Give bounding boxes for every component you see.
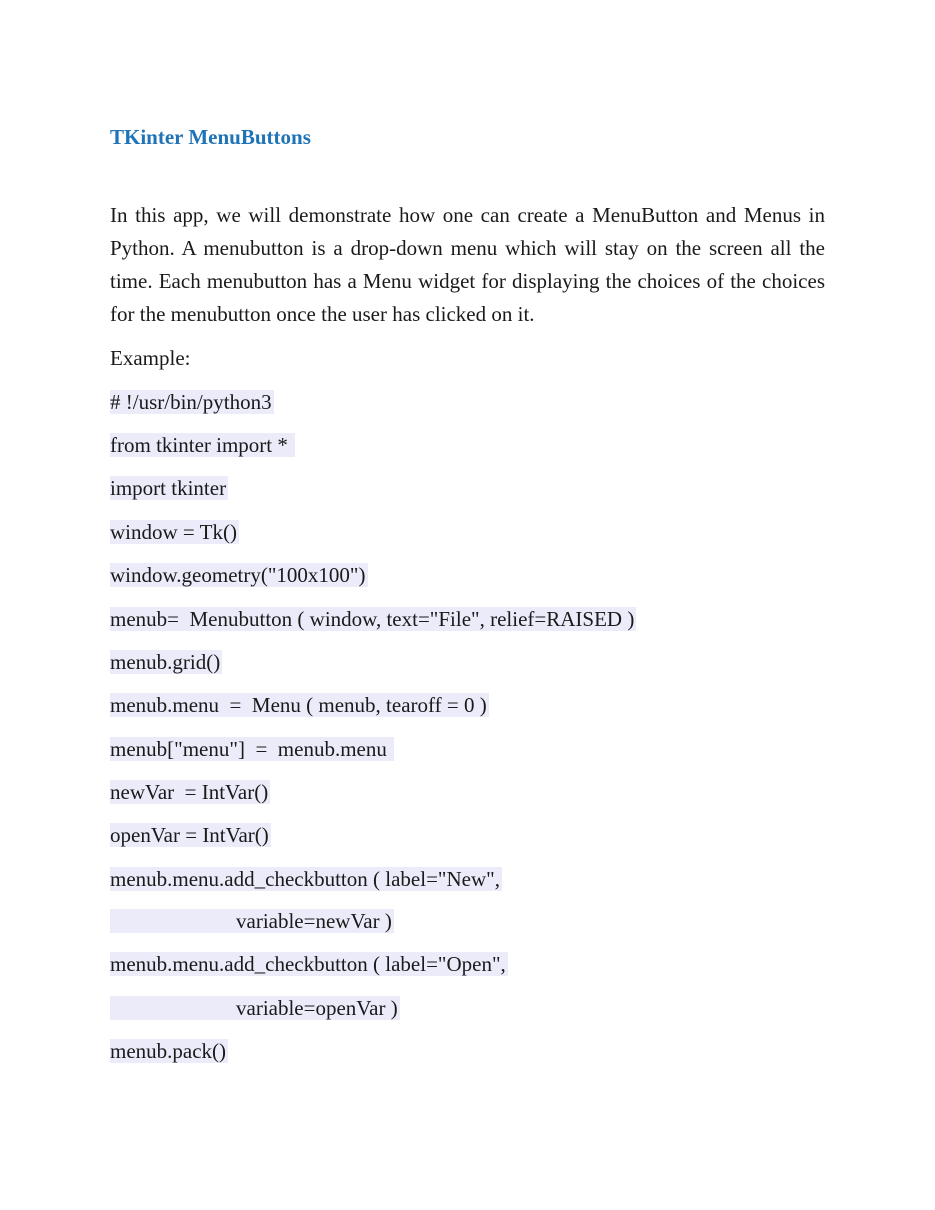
code-line: variable=newVar ) bbox=[110, 909, 392, 933]
code-line: menub.grid() bbox=[110, 650, 221, 674]
code-line: menub.menu.add_checkbutton ( label="Open", bbox=[110, 952, 506, 976]
code-line: variable=openVar ) bbox=[110, 996, 398, 1020]
code-line: import tkinter bbox=[110, 476, 227, 500]
code-line: newVar = IntVar() bbox=[110, 780, 269, 804]
code-line: # !/usr/bin/python3 bbox=[110, 390, 272, 414]
code-line: from tkinter import * bbox=[110, 433, 294, 457]
document-title: TKinter MenuButtons bbox=[110, 125, 311, 149]
example-label: Example: bbox=[110, 346, 191, 370]
code-line: menub.menu.add_checkbutton ( label="New", bbox=[110, 867, 500, 891]
intro-paragraph: In this app, we will demonstrate how one can create a MenuButton and Menus in Python. A menubutton is a drop-down menu which will stay on the screen all the time. Each menubutton has a Menu widget for displaying the choices of the choices for the menubutton once the user has clicked on it. bbox=[110, 203, 825, 326]
code-line: openVar = IntVar() bbox=[110, 823, 269, 847]
code-line: window.geometry("100x100") bbox=[110, 563, 366, 587]
code-line: window = Tk() bbox=[110, 520, 237, 544]
code-line: menub.menu = Menu ( menub, tearoff = 0 ) bbox=[110, 693, 487, 717]
code-line: menub= Menubutton ( window, text="File", relief=RAISED ) bbox=[110, 607, 635, 631]
code-line: menub["menu"] = menub.menu bbox=[110, 737, 393, 761]
code-line: menub.pack() bbox=[110, 1039, 227, 1063]
